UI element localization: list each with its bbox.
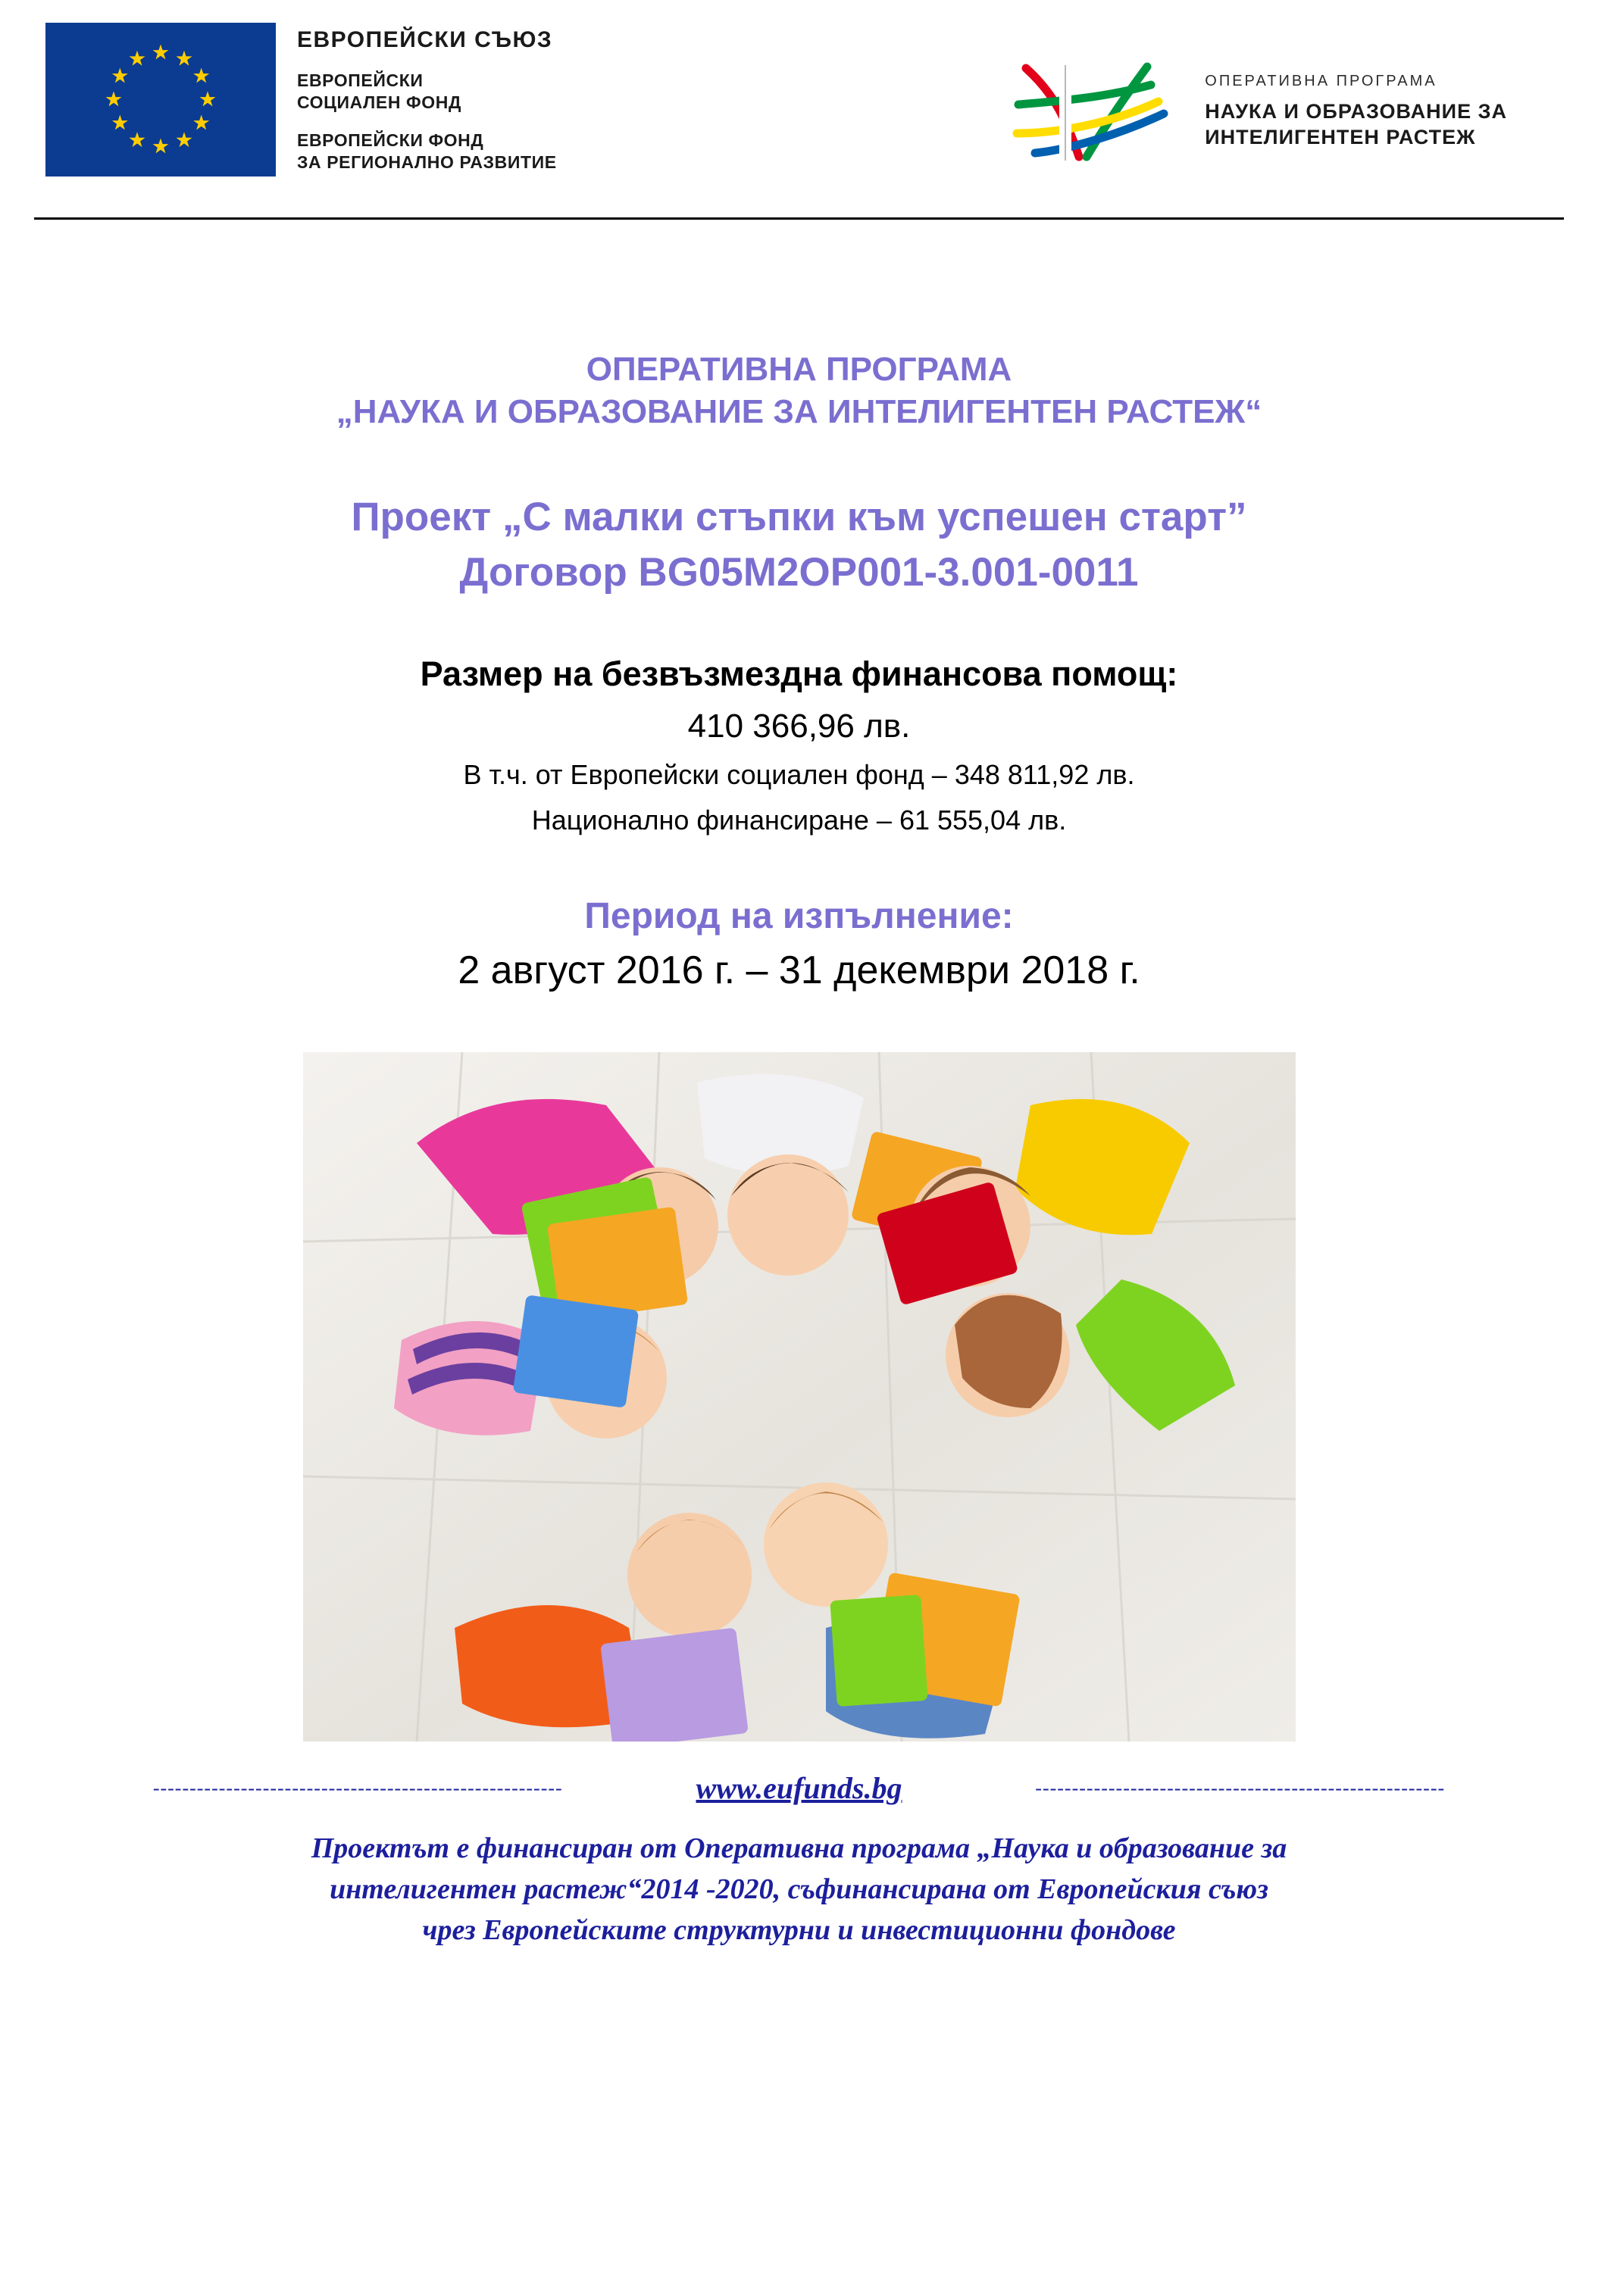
footer-dashes-right: -------------------------------------------------------- bbox=[1035, 1776, 1446, 1799]
eu-social-fund-label bbox=[297, 70, 557, 114]
main-content bbox=[0, 348, 1598, 1742]
op-logo-block bbox=[996, 23, 1553, 168]
eu-flag-icon bbox=[45, 23, 276, 176]
funding-disclaimer-line3: чрез Европейските структурни и инвестиционни фондове bbox=[422, 1914, 1176, 1947]
eu-regional-fund-line2: ЗА РЕГИОНАЛНО РАЗВИТИЕ bbox=[297, 152, 557, 173]
op-text-block bbox=[1205, 73, 1507, 151]
eu-text-block bbox=[297, 23, 557, 189]
grant-amount: 410 366,96 лв. bbox=[687, 708, 911, 745]
header-logos-row bbox=[45, 23, 1553, 197]
grant-esf-share: В т.ч. от Европейски социален фонд – 348 811,92 лв. bbox=[463, 759, 1135, 791]
eu-social-fund-line2: СОЦИАЛЕН ФОНД bbox=[297, 92, 461, 113]
contract-number: Договор BG05M2OP001-3.001-0011 bbox=[459, 549, 1139, 595]
eu-regional-fund-line1: ЕВРОПЕЙСКИ ФОНД bbox=[297, 130, 484, 150]
eu-emblem-block bbox=[45, 23, 557, 189]
period-label: Период на изпълнение: bbox=[584, 896, 1014, 937]
page-header bbox=[0, 0, 1598, 220]
funding-disclaimer-line2: интелигентен растеж“2014 -2020, съфинансирана от Европейския съюз bbox=[330, 1873, 1268, 1906]
program-heading-line1: ОПЕРАТИВНА ПРОГРАМА bbox=[586, 351, 1012, 388]
eu-social-fund-line1: ЕВРОПЕЙСКИ bbox=[297, 70, 424, 90]
eu-regional-fund-label bbox=[297, 130, 557, 174]
op-small-label: ОПЕРАТИВНА ПРОГРАМА bbox=[1205, 72, 1437, 89]
header-divider bbox=[34, 217, 1564, 220]
children-with-books-photo bbox=[303, 1052, 1296, 1742]
grant-national-share: Национално финансиране – 61 555,04 лв. bbox=[531, 804, 1067, 836]
grant-label: Размер на безвъзмездна финансова помощ: bbox=[420, 654, 1178, 694]
funding-disclaimer bbox=[30, 1829, 1568, 1951]
op-science-education-logo-icon bbox=[996, 55, 1185, 168]
period-value: 2 август 2016 г. – 31 декември 2018 г. bbox=[458, 948, 1140, 993]
photo-container bbox=[303, 1052, 1296, 1742]
funding-disclaimer-line1: Проектът е финансиран от Оперативна програма „Наука и образование за bbox=[311, 1832, 1287, 1865]
project-title: Проект „С малки стъпки към успешен старт” bbox=[351, 494, 1247, 539]
eufunds-link[interactable]: www.eufunds.bg bbox=[696, 1771, 902, 1806]
page-footer bbox=[0, 1770, 1598, 1951]
op-name-line1: НАУКА И ОБРАЗОВАНИЕ ЗА bbox=[1205, 99, 1507, 123]
op-name-line2: ИНТЕЛИГЕНТЕН РАСТЕЖ bbox=[1205, 125, 1476, 148]
eu-union-title: ЕВРОПЕЙСКИ СЪЮЗ bbox=[297, 27, 553, 52]
footer-url-row bbox=[30, 1770, 1568, 1806]
program-heading bbox=[53, 348, 1545, 434]
program-heading-line2: „НАУКА И ОБРАЗОВАНИЕ ЗА ИНТЕЛИГЕНТЕН РАСТЕЖ“ bbox=[336, 393, 1262, 431]
footer-dashes-left: -------------------------------------------------------- bbox=[152, 1776, 563, 1799]
